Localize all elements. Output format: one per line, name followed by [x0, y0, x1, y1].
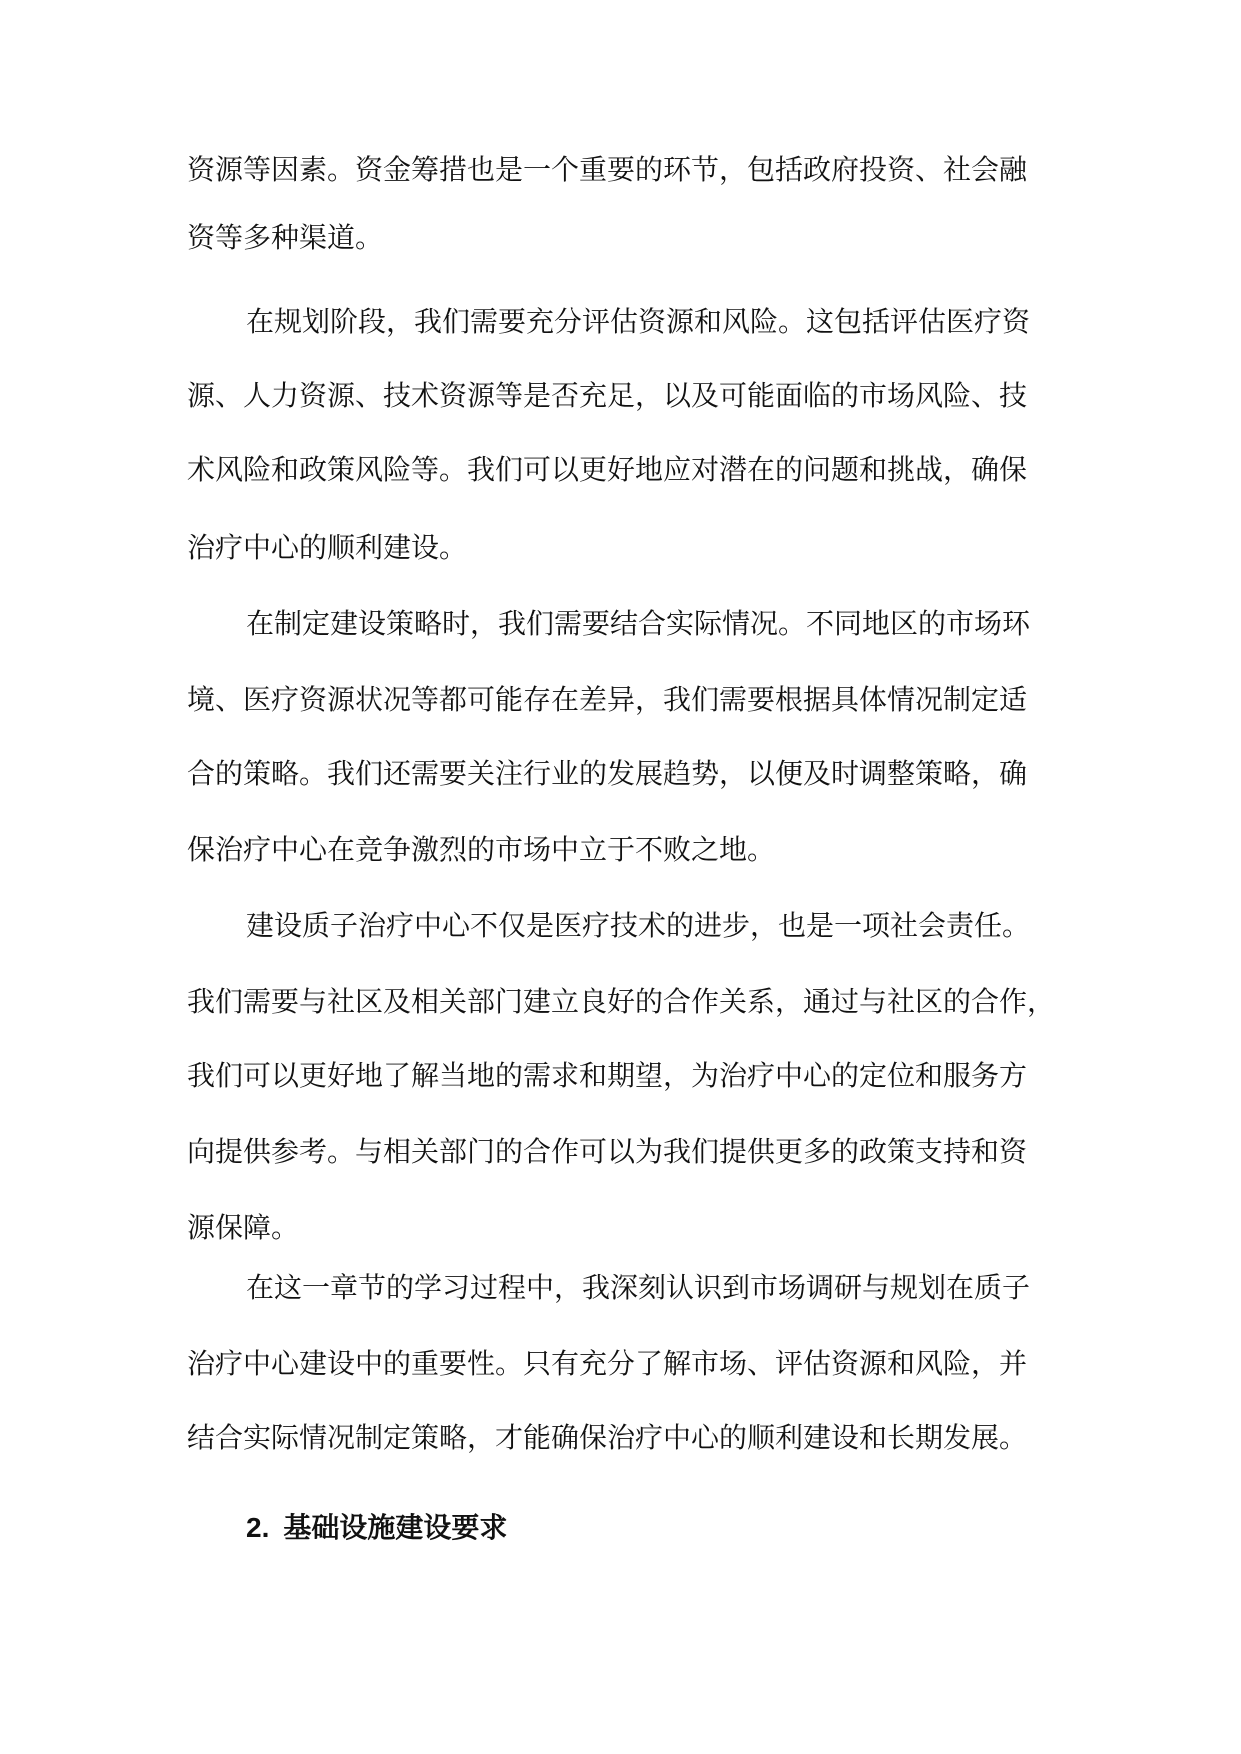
paragraph-3-line-4: 保治疗中心在竞争激烈的市场中立于不败之地。 — [187, 833, 776, 866]
paragraph-3-line-3: 合的策略。我们还需要关注行业的发展趋势，以便及时调整策略，确 — [187, 757, 1028, 790]
paragraph-5-line-1: 在这一章节的学习过程中，我深刻认识到市场调研与规划在质子 — [246, 1271, 1031, 1304]
paragraph-4-line-1: 建设质子治疗中心不仅是医疗技术的进步，也是一项社会责任。 — [246, 909, 1031, 942]
paragraph-2-line-4: 治疗中心的顺利建设。 — [187, 531, 468, 564]
paragraph-4-line-2: 我们需要与社区及相关部门建立良好的合作关系，通过与社区的合作， — [187, 985, 1056, 1018]
paragraph-4-line-5: 源保障。 — [187, 1211, 300, 1244]
paragraph-2-line-3: 术风险和政策风险等。我们可以更好地应对潜在的问题和挑战，确保 — [187, 453, 1028, 486]
paragraph-3-line-1: 在制定建设策略时，我们需要结合实际情况。不同地区的市场环 — [246, 607, 1031, 640]
section-heading — [246, 1510, 507, 1546]
paragraph-4-line-4: 向提供参考。与相关部门的合作可以为我们提供更多的政策支持和资 — [187, 1135, 1028, 1168]
paragraph-3-line-2: 境、医疗资源状况等都可能存在差异，我们需要根据具体情况制定适 — [187, 683, 1028, 716]
paragraph-2-line-2: 源、人力资源、技术资源等是否充足，以及可能面临的市场风险、技 — [187, 379, 1028, 412]
paragraph-5-line-3: 结合实际情况制定策略，才能确保治疗中心的顺利建设和长期发展。 — [187, 1421, 1028, 1454]
paragraph-2-line-1: 在规划阶段，我们需要充分评估资源和风险。这包括评估医疗资 — [246, 305, 1031, 338]
paragraph-4-line-3: 我们可以更好地了解当地的需求和期望，为治疗中心的定位和服务方 — [187, 1059, 1028, 1092]
paragraph-5-line-2: 治疗中心建设中的重要性。只有充分了解市场、评估资源和风险，并 — [187, 1347, 1028, 1380]
section-heading-number: 2. — [246, 1512, 270, 1543]
paragraph-1-line-1: 资源等因素。资金筹措也是一个重要的环节，包括政府投资、社会融 — [187, 153, 1028, 186]
paragraph-1-line-2: 资等多种渠道。 — [187, 221, 384, 254]
section-heading-title: 基础设施建设要求 — [283, 1511, 508, 1544]
